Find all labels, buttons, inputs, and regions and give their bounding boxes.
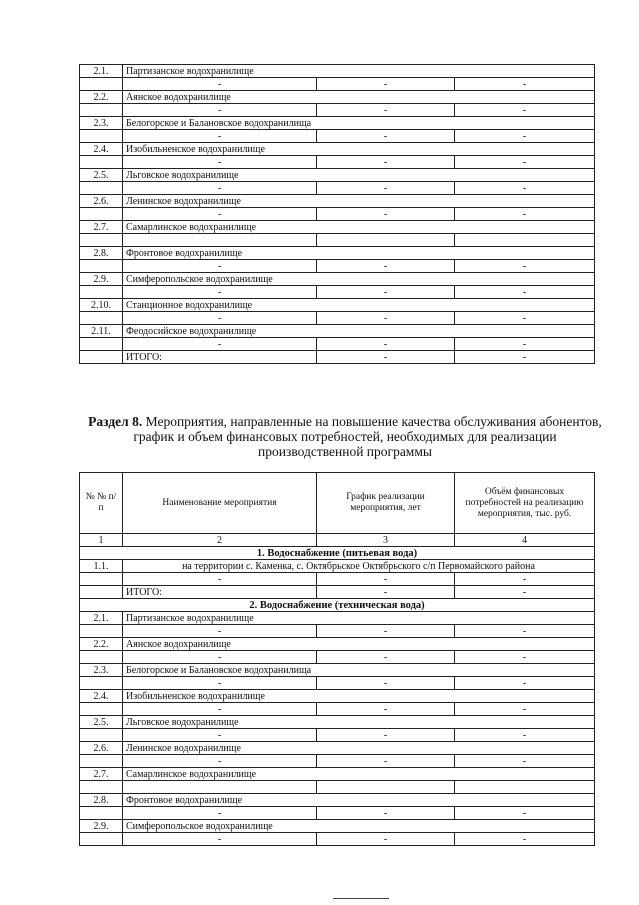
table-row <box>80 195 595 208</box>
row-num: 2.5. <box>80 716 123 729</box>
row-name: Симферопольское водохранилище <box>123 273 595 286</box>
dash-row <box>80 286 595 299</box>
table-row <box>80 690 595 703</box>
table-row <box>80 664 595 677</box>
dash-row <box>80 807 595 820</box>
dash-cell: - <box>455 130 595 143</box>
blank-cell <box>80 156 123 169</box>
top-table-body <box>80 65 595 364</box>
blank-cell <box>80 586 123 599</box>
total-label: ИТОГО: <box>123 586 317 599</box>
dash-row <box>80 156 595 169</box>
dash-cell: - <box>455 807 595 820</box>
row-name: Изобильненское водохранилище <box>123 690 595 703</box>
row-name: Льговское водохранилище <box>123 716 595 729</box>
table-row <box>80 768 595 781</box>
dash-cell: - <box>455 625 595 638</box>
header-num: № № п/ п <box>80 473 123 534</box>
row-name: Фронтовое водохранилище <box>123 794 595 807</box>
dash-row <box>80 182 595 195</box>
dash-cell: - <box>123 130 317 143</box>
row-name: Белогорское и Балановское водохранилища <box>123 664 595 677</box>
table-row <box>80 221 595 234</box>
dash-cell: - <box>317 677 455 690</box>
section2-title: 2. Водоснабжение (техническая вода) <box>80 599 595 612</box>
row-num: 2.2. <box>80 91 123 104</box>
dash-cell: - <box>317 208 455 221</box>
index-cell: 4 <box>455 534 595 547</box>
row-name: Белогорское и Балановское водохранилища <box>123 117 595 130</box>
dash-row <box>80 104 595 117</box>
row-name: Ленинское водохранилище <box>123 195 595 208</box>
header-schedule: График реализации мероприятия, лет <box>317 473 455 534</box>
dash-cell: - <box>455 573 595 586</box>
table-row <box>80 143 595 156</box>
dash-cell: - <box>123 182 317 195</box>
row-num: 2.4. <box>80 690 123 703</box>
dash-row <box>80 677 595 690</box>
dash-cell <box>317 781 455 794</box>
dash-row <box>80 755 595 768</box>
row-name: Изобильненское водохранилище <box>123 143 595 156</box>
bottom-table-body <box>80 473 595 846</box>
dash-cell: - <box>317 182 455 195</box>
blank-cell <box>80 208 123 221</box>
dash-cell: - <box>123 833 317 846</box>
section1-title: 1. Водоснабжение (питьевая вода) <box>80 547 595 560</box>
row-name: Льговское водохранилище <box>123 169 595 182</box>
dash-cell: - <box>123 156 317 169</box>
dash-cell: - <box>317 312 455 325</box>
dash-cell: - <box>123 312 317 325</box>
table-row <box>80 65 595 78</box>
section2-row <box>80 599 595 612</box>
blank-cell <box>80 234 123 247</box>
section-text: Мероприятия, направленные на повышение качества обслуживания абонентов, график и объем финансовых потребностей, необходимых для реализации производственной программы <box>133 414 602 459</box>
dash-cell: - <box>123 729 317 742</box>
blank-cell <box>80 78 123 91</box>
row-num: 2.7. <box>80 768 123 781</box>
dash-cell: - <box>317 755 455 768</box>
blank-cell <box>80 755 123 768</box>
blank-cell <box>80 286 123 299</box>
row-num: 2.6. <box>80 195 123 208</box>
dash-row <box>80 573 595 586</box>
row-num: 2.11. <box>80 325 123 338</box>
row-num: 2.7. <box>80 221 123 234</box>
index-row <box>80 534 595 547</box>
dash-cell: - <box>317 104 455 117</box>
dash-row <box>80 234 595 247</box>
blank-cell <box>80 807 123 820</box>
dash-cell: - <box>317 338 455 351</box>
dash-cell: - <box>123 104 317 117</box>
dash-cell: - <box>317 703 455 716</box>
dash-cell: - <box>455 703 595 716</box>
row-name: Партизанское водохранилище <box>123 65 595 78</box>
blank-cell <box>80 729 123 742</box>
header-row <box>80 473 595 534</box>
dash-cell: - <box>123 651 317 664</box>
section-title <box>85 414 605 459</box>
row-name: Феодосийское водохранилище <box>123 325 595 338</box>
dash-row <box>80 625 595 638</box>
dash-cell: - <box>123 625 317 638</box>
dash-row <box>80 208 595 221</box>
blank-cell <box>80 338 123 351</box>
dash-cell: - <box>455 729 595 742</box>
blank-cell <box>80 130 123 143</box>
table-row <box>80 273 595 286</box>
dash-row <box>80 260 595 273</box>
header-volume: Объём финансовых потребностей на реализацию мероприятия, тыс. руб. <box>455 473 595 534</box>
dash-cell: - <box>455 156 595 169</box>
row-num: 1.1. <box>80 560 123 573</box>
dash-cell: - <box>317 586 455 599</box>
dash-cell: - <box>455 586 595 599</box>
dash-row <box>80 78 595 91</box>
row-text: на территории с. Каменка, с. Октябрьское Октябрьского с/п Первомайского района <box>123 560 595 573</box>
table-row <box>80 169 595 182</box>
table-row <box>80 742 595 755</box>
table-row <box>80 299 595 312</box>
dash-cell: - <box>455 286 595 299</box>
dash-cell <box>455 234 595 247</box>
dash-cell: - <box>455 651 595 664</box>
row-num: 2.9. <box>80 820 123 833</box>
total-row <box>80 586 595 599</box>
row-num: 2.1. <box>80 612 123 625</box>
dash-cell: - <box>123 260 317 273</box>
dash-row <box>80 338 595 351</box>
row-name: Аянское водохранилище <box>123 91 595 104</box>
dash-cell: - <box>317 729 455 742</box>
dash-cell: - <box>123 208 317 221</box>
blank-cell <box>80 703 123 716</box>
table-row <box>80 638 595 651</box>
dash-cell: - <box>123 703 317 716</box>
dash-cell: - <box>317 807 455 820</box>
row-name: Фронтовое водохранилище <box>123 247 595 260</box>
dash-cell: - <box>317 833 455 846</box>
total-label: ИТОГО: <box>123 351 317 364</box>
dash-cell: - <box>123 677 317 690</box>
table-row <box>80 325 595 338</box>
blank-cell <box>80 781 123 794</box>
row-name: Партизанское водохранилище <box>123 612 595 625</box>
table-row <box>80 247 595 260</box>
dash-cell: - <box>317 625 455 638</box>
table-row <box>80 612 595 625</box>
dash-cell: - <box>455 78 595 91</box>
dash-cell: - <box>317 351 455 364</box>
section-label: Раздел 8. <box>88 414 143 429</box>
row-name: Самарлинское водохранилище <box>123 221 595 234</box>
row-num: 2.8. <box>80 794 123 807</box>
blank-cell <box>80 573 123 586</box>
table-row <box>80 716 595 729</box>
dash-cell: - <box>123 573 317 586</box>
total-row <box>80 351 595 364</box>
blank-cell <box>80 833 123 846</box>
blank-cell <box>80 260 123 273</box>
dash-cell: - <box>123 78 317 91</box>
dash-cell: - <box>123 755 317 768</box>
dash-cell: - <box>123 286 317 299</box>
row-num: 2.6. <box>80 742 123 755</box>
dash-cell: - <box>455 677 595 690</box>
blank-cell <box>80 104 123 117</box>
dash-cell: - <box>455 312 595 325</box>
dash-cell: - <box>317 78 455 91</box>
dash-cell <box>317 234 455 247</box>
table-row <box>80 91 595 104</box>
row-num: 2.8. <box>80 247 123 260</box>
row-num: 2.5. <box>80 169 123 182</box>
row-num: 2.10. <box>80 299 123 312</box>
dash-cell: - <box>455 104 595 117</box>
row-name: Симферопольское водохранилище <box>123 820 595 833</box>
dash-cell: - <box>455 338 595 351</box>
dash-cell <box>123 234 317 247</box>
section1-row <box>80 547 595 560</box>
table-row <box>80 117 595 130</box>
row-name: Аянское водохранилище <box>123 638 595 651</box>
index-cell: 1 <box>80 534 123 547</box>
blank-cell <box>80 182 123 195</box>
dash-cell: - <box>455 208 595 221</box>
dash-cell: - <box>123 807 317 820</box>
table-row <box>80 794 595 807</box>
row-num: 2.2. <box>80 638 123 651</box>
header-name: Наименование мероприятия <box>123 473 317 534</box>
index-cell: 2 <box>123 534 317 547</box>
dash-cell <box>123 781 317 794</box>
dash-row <box>80 729 595 742</box>
dash-cell: - <box>317 130 455 143</box>
dash-cell: - <box>317 651 455 664</box>
row-name: Ленинское водохранилище <box>123 742 595 755</box>
dash-cell: - <box>317 260 455 273</box>
dash-cell <box>455 781 595 794</box>
row-name: Станционное водохранилище <box>123 299 595 312</box>
blank-cell <box>80 312 123 325</box>
blank-cell <box>80 677 123 690</box>
dash-row <box>80 130 595 143</box>
dash-cell: - <box>455 755 595 768</box>
dash-row <box>80 781 595 794</box>
dash-cell: - <box>455 182 595 195</box>
page-mark <box>333 898 389 899</box>
row-num: 2.3. <box>80 664 123 677</box>
row-num: 2.9. <box>80 273 123 286</box>
index-cell: 3 <box>317 534 455 547</box>
row-num: 2.4. <box>80 143 123 156</box>
dash-row <box>80 312 595 325</box>
dash-cell: - <box>123 338 317 351</box>
blank-cell <box>80 351 123 364</box>
top-table <box>79 64 595 364</box>
row-1-1 <box>80 560 595 573</box>
dash-cell: - <box>455 351 595 364</box>
blank-cell <box>80 651 123 664</box>
blank-cell <box>80 625 123 638</box>
row-num: 2.3. <box>80 117 123 130</box>
row-num: 2.1. <box>80 65 123 78</box>
dash-cell: - <box>455 260 595 273</box>
dash-row <box>80 651 595 664</box>
bottom-table <box>79 472 595 846</box>
dash-row <box>80 833 595 846</box>
row-name: Самарлинское водохранилище <box>123 768 595 781</box>
dash-cell: - <box>317 573 455 586</box>
table-row <box>80 820 595 833</box>
dash-cell: - <box>317 156 455 169</box>
dash-row <box>80 703 595 716</box>
dash-cell: - <box>317 286 455 299</box>
dash-cell: - <box>455 833 595 846</box>
